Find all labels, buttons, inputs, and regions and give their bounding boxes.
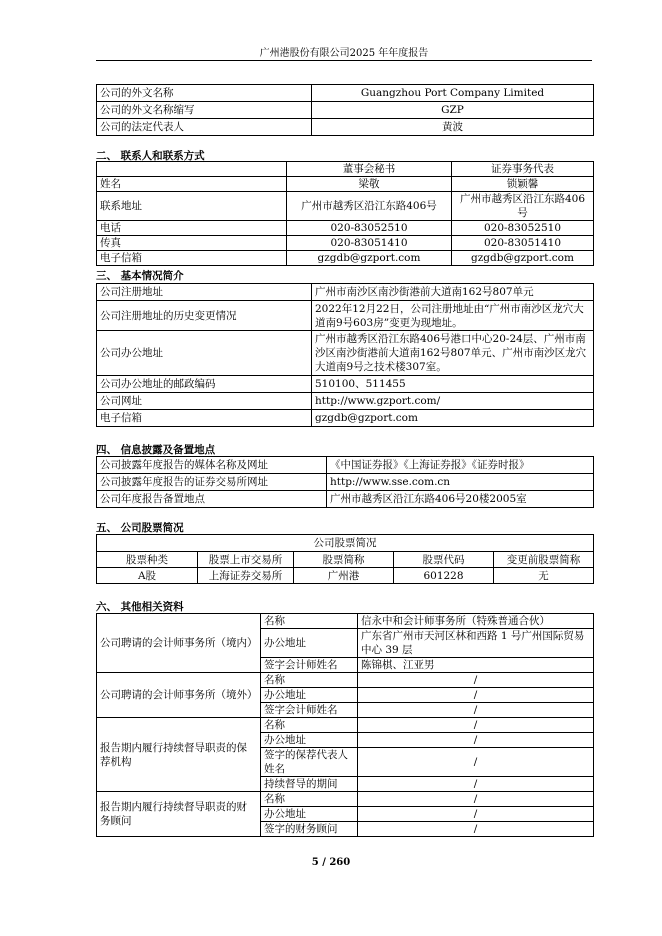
contacts-cell: 广州市越秀区沿江东路406号 [287, 192, 452, 221]
basic-row-value: 广州市南沙区南沙街港前大道南162号807单元 [312, 284, 594, 301]
na-value: / [358, 807, 594, 822]
field-label: 办公地址 [261, 629, 358, 658]
contacts-cell: 020-83052510 [452, 221, 594, 236]
na-value: / [358, 673, 594, 688]
stock-table [96, 534, 594, 584]
contacts-row-label: 电子信箱 [97, 251, 287, 266]
na-value: / [358, 822, 594, 837]
contacts-cell: 广州市越秀区沿江东路406号 [452, 192, 594, 221]
na-value: / [358, 777, 594, 792]
basic-row-value: 广州市越秀区沿江东路406号港口中心20-24层、广州市南沙区南沙街港前大道南162号807单元、广州市南沙区龙穴大道南9号之技术楼307室。 [312, 331, 594, 376]
basic-row-value: 2022年12月22日，公司注册地址由“广州市南沙区龙穴大道南9号603房”变更为现地址。 [312, 301, 594, 331]
field-label: 签字的保荐代表人姓名 [261, 748, 358, 777]
contacts-corner-cell [97, 162, 287, 177]
na-value: / [358, 733, 594, 748]
value-foreign-abbr: GZP [312, 102, 594, 119]
field-label: 名称 [261, 673, 358, 688]
basic-row-label: 电子信箱 [97, 410, 312, 427]
contacts-cell: 梁敬 [287, 177, 452, 192]
label-legal-rep: 公司的法定代表人 [97, 119, 312, 136]
disclosure-row-label: 公司年度报告备置地点 [97, 491, 327, 508]
field-label: 名称 [261, 718, 358, 733]
field-label: 持续督导的期间 [261, 777, 358, 792]
stock-value-cell: 无 [494, 568, 594, 584]
contacts-cell: gzgdb@gzport.com [287, 251, 452, 266]
sponsor-label: 报告期内履行持续督导职责的保荐机构 [97, 718, 261, 792]
section-heading-basic: 三、 基本情况简介 [96, 270, 184, 282]
value-foreign-name: Guangzhou Port Company Limited [312, 85, 594, 102]
other-info-table [96, 613, 594, 837]
field-label: 办公地址 [261, 688, 358, 703]
stock-header-cell: 股票上市交易所 [198, 552, 294, 568]
page-header: 广州港股份有限公司2025 年年度报告 [259, 48, 429, 59]
domestic-auditor-address: 广东省广州市天河区林和西路 1 号广州国际贸易中心 39 层 [358, 629, 594, 658]
value-legal-rep: 黄波 [312, 119, 594, 136]
contacts-cell: 锁颖馨 [452, 177, 594, 192]
advisor-label: 报告期内履行持续督导职责的财务顾问 [97, 792, 261, 837]
section-heading-other: 六、 其他相关资料 [96, 601, 184, 613]
field-label: 签字的财务顾问 [261, 822, 358, 837]
stock-header-cell: 股票代码 [394, 552, 494, 568]
page-number: 5 / 260 [311, 857, 351, 868]
disclosure-table [96, 456, 594, 508]
basic-row-label: 公司注册地址的历史变更情况 [97, 301, 312, 331]
stock-value-cell: 上海证券交易所 [198, 568, 294, 584]
contacts-cell: 020-83051410 [452, 236, 594, 251]
field-label: 签字会计师姓名 [261, 658, 358, 673]
basic-row-label: 公司办公地址 [97, 331, 312, 376]
stock-value-cell: 601228 [394, 568, 494, 584]
contacts-table [96, 161, 594, 266]
contacts-cell: 020-83051410 [287, 236, 452, 251]
contacts-row-label: 姓名 [97, 177, 287, 192]
section-heading-contacts: 二、 联系人和联系方式 [96, 150, 205, 162]
col-board-secretary: 董事会秘书 [287, 162, 452, 177]
basic-row-value: gzgdb@gzport.com [312, 410, 594, 427]
section-heading-stock: 五、 公司股票简况 [96, 522, 184, 534]
basic-row-value: http://www.gzport.com/ [312, 393, 594, 410]
stock-header-cell: 变更前股票简称 [494, 552, 594, 568]
company-name-table [96, 84, 594, 136]
contacts-row-label: 传真 [97, 236, 287, 251]
field-label: 办公地址 [261, 807, 358, 822]
section-heading-disclosure: 四、 信息披露及备置地点 [96, 444, 216, 456]
contacts-cell: gzgdb@gzport.com [452, 251, 594, 266]
overseas-auditor-label: 公司聘请的会计师事务所（境外） [97, 673, 261, 718]
na-value: / [358, 748, 594, 777]
col-securities-rep: 证券事务代表 [452, 162, 594, 177]
basic-row-label: 公司办公地址的邮政编码 [97, 376, 312, 393]
field-label: 办公地址 [261, 733, 358, 748]
contacts-row-label: 联系地址 [97, 192, 287, 221]
field-label: 名称 [261, 614, 358, 629]
stock-header-cell: 股票简称 [294, 552, 394, 568]
label-foreign-name: 公司的外文名称 [97, 85, 312, 102]
na-value: / [358, 792, 594, 807]
contacts-cell: 020-83052510 [287, 221, 452, 236]
na-value: / [358, 703, 594, 718]
disclosure-row-value: 《中国证券报》《上海证券报》《证券时报》 [327, 457, 594, 474]
na-value: / [358, 688, 594, 703]
basic-row-value: 510100、511455 [312, 376, 594, 393]
disclosure-row-value: 广州市越秀区沿江东路406号20楼2005室 [327, 491, 594, 508]
disclosure-row-label: 公司披露年度报告的证券交易所网址 [97, 474, 327, 491]
stock-value-cell: A股 [97, 568, 198, 584]
contacts-row-label: 电话 [97, 221, 287, 236]
disclosure-row-value: http://www.sse.com.cn [327, 474, 594, 491]
disclosure-row-label: 公司披露年度报告的媒体名称及网址 [97, 457, 327, 474]
domestic-auditor-name: 信永中和会计师事务所（特殊普通合伙） [358, 614, 594, 629]
basic-row-label: 公司注册地址 [97, 284, 312, 301]
stock-header-cell: 股票种类 [97, 552, 198, 568]
stock-value-cell: 广州港 [294, 568, 394, 584]
header-rule [96, 60, 592, 61]
stock-table-title: 公司股票简况 [97, 535, 594, 552]
domestic-auditor-label: 公司聘请的会计师事务所（境内） [97, 614, 261, 673]
label-foreign-abbr: 公司的外文名称缩写 [97, 102, 312, 119]
basic-info-table [96, 283, 594, 427]
domestic-auditor-cpa: 陈锦棋、江亚男 [358, 658, 594, 673]
field-label: 名称 [261, 792, 358, 807]
field-label: 签字会计师姓名 [261, 703, 358, 718]
na-value: / [358, 718, 594, 733]
basic-row-label: 公司网址 [97, 393, 312, 410]
